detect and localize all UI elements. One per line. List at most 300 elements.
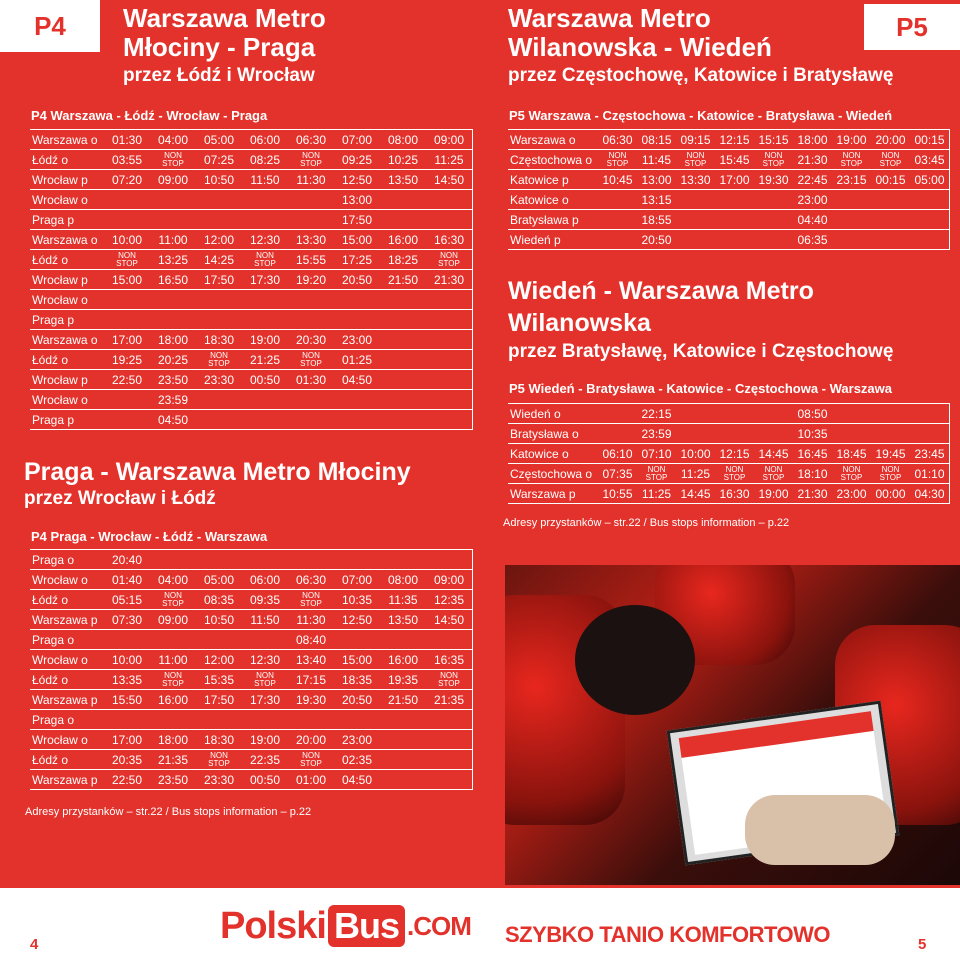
departure-time: [426, 350, 473, 370]
departure-time: 21:30: [793, 150, 832, 170]
departure-time: 16:35: [426, 650, 473, 670]
departure-time: [380, 350, 426, 370]
departure-time: 08:40: [288, 630, 334, 650]
stop-name: Wrocław o: [30, 570, 104, 590]
timetable-row: [30, 690, 473, 710]
departure-time: 17:00: [104, 730, 150, 750]
timetable-row: [508, 130, 950, 150]
departure-time: [715, 404, 754, 424]
departure-time: [754, 230, 793, 250]
departure-time: 11:00: [150, 650, 196, 670]
departure-time: 10:50: [196, 170, 242, 190]
departure-time: 11:30: [288, 170, 334, 190]
departure-time: 21:50: [380, 690, 426, 710]
departure-time: [242, 190, 288, 210]
non-stop-marker: NON STOP: [288, 590, 334, 610]
departure-time: [910, 190, 950, 210]
timetable-row: [508, 230, 950, 250]
departure-time: 11:25: [676, 464, 715, 484]
departure-time: [910, 404, 950, 424]
stop-name: Wrocław p: [30, 170, 104, 190]
departure-time: [598, 190, 637, 210]
departure-time: [380, 710, 426, 730]
departure-time: [832, 404, 871, 424]
departure-time: 13:50: [380, 170, 426, 190]
departure-time: 17:25: [334, 250, 380, 270]
departure-time: 23:30: [196, 770, 242, 790]
departure-time: 09:15: [676, 130, 715, 150]
stop-name: Praga o: [30, 710, 104, 730]
departure-time: [242, 410, 288, 430]
stop-name: Wrocław o: [30, 390, 104, 410]
departure-time: 23:30: [196, 370, 242, 390]
departure-time: [871, 424, 910, 444]
non-stop-marker: NON STOP: [150, 590, 196, 610]
departure-time: 19:00: [242, 730, 288, 750]
departure-time: 21:50: [380, 270, 426, 290]
timetable-row: [30, 250, 473, 270]
departure-time: 06:10: [598, 444, 637, 464]
departure-time: [242, 550, 288, 570]
departure-time: 12:50: [334, 610, 380, 630]
stop-name: Praga o: [30, 630, 104, 650]
p4-timetable-return: [30, 549, 473, 790]
timetable-row: [30, 770, 473, 790]
departure-time: 13:30: [288, 230, 334, 250]
departure-time: [910, 210, 950, 230]
departure-time: [334, 710, 380, 730]
departure-time: [832, 230, 871, 250]
departure-time: 16:30: [426, 230, 473, 250]
stop-name: Łódź o: [30, 250, 104, 270]
departure-time: [288, 410, 334, 430]
departure-time: 12:30: [242, 230, 288, 250]
departure-time: [104, 410, 150, 430]
departure-time: 22:35: [242, 750, 288, 770]
departure-time: [676, 404, 715, 424]
timetable-row: [30, 330, 473, 350]
stop-name: Praga o: [30, 550, 104, 570]
timetable-row: [30, 750, 473, 770]
departure-time: 10:35: [334, 590, 380, 610]
departure-time: [426, 770, 473, 790]
departure-time: 23:59: [637, 424, 676, 444]
non-stop-marker: NON STOP: [598, 150, 637, 170]
departure-time: [380, 330, 426, 350]
timetable-row: [30, 270, 473, 290]
stop-name: Wrocław o: [30, 290, 104, 310]
departure-time: 19:00: [754, 484, 793, 504]
departure-time: 20:00: [288, 730, 334, 750]
departure-time: 23:00: [793, 190, 832, 210]
departure-time: 00:50: [242, 370, 288, 390]
departure-time: [196, 550, 242, 570]
departure-time: [150, 550, 196, 570]
departure-time: 19:00: [832, 130, 871, 150]
departure-time: [196, 390, 242, 410]
departure-time: 08:35: [196, 590, 242, 610]
timetable-row: [30, 650, 473, 670]
timetable-row: [508, 424, 950, 444]
departure-time: [380, 210, 426, 230]
departure-time: [104, 310, 150, 330]
departure-time: [715, 424, 754, 444]
departure-time: 18:10: [793, 464, 832, 484]
departure-time: [380, 310, 426, 330]
departure-time: 21:35: [150, 750, 196, 770]
departure-time: 11:25: [637, 484, 676, 504]
stop-name: Łódź o: [30, 590, 104, 610]
timetable-row: [30, 130, 473, 150]
departure-time: 09:25: [334, 150, 380, 170]
departure-time: 14:25: [196, 250, 242, 270]
departure-time: 01:00: [288, 770, 334, 790]
departure-time: [288, 310, 334, 330]
departure-time: 07:30: [104, 610, 150, 630]
departure-time: 10:55: [598, 484, 637, 504]
non-stop-marker: NON STOP: [754, 150, 793, 170]
departure-time: [104, 290, 150, 310]
departure-time: 00:50: [242, 770, 288, 790]
timetable-row: [30, 570, 473, 590]
departure-time: 14:50: [426, 170, 473, 190]
departure-time: 13:40: [288, 650, 334, 670]
departure-time: [832, 424, 871, 444]
departure-time: 07:00: [334, 130, 380, 150]
departure-time: 08:50: [793, 404, 832, 424]
departure-time: [380, 410, 426, 430]
departure-time: [598, 230, 637, 250]
stop-name: Wrocław o: [30, 730, 104, 750]
timetable-row: [30, 730, 473, 750]
departure-time: 22:50: [104, 770, 150, 790]
departure-time: [242, 710, 288, 730]
departure-time: [426, 550, 473, 570]
departure-time: 17:30: [242, 690, 288, 710]
departure-time: 19:35: [380, 670, 426, 690]
departure-time: 15:15: [754, 130, 793, 150]
departure-time: 04:00: [150, 570, 196, 590]
stop-name: Warszawa o: [508, 130, 598, 150]
departure-time: 23:50: [150, 370, 196, 390]
departure-time: 02:35: [334, 750, 380, 770]
non-stop-marker: NON STOP: [104, 250, 150, 270]
departure-time: 07:00: [334, 570, 380, 590]
departure-time: 17:50: [334, 210, 380, 230]
departure-time: 19:30: [288, 690, 334, 710]
departure-time: 13:25: [150, 250, 196, 270]
departure-time: 20:35: [104, 750, 150, 770]
p5-return-title-line2: Wilanowska: [508, 309, 651, 337]
non-stop-marker: NON STOP: [715, 464, 754, 484]
non-stop-marker: NON STOP: [637, 464, 676, 484]
departure-time: 18:00: [793, 130, 832, 150]
non-stop-marker: NON STOP: [288, 150, 334, 170]
non-stop-marker: NON STOP: [426, 250, 473, 270]
stop-name: Warszawa p: [30, 690, 104, 710]
departure-time: 23:59: [150, 390, 196, 410]
departure-time: [715, 210, 754, 230]
stop-name: Wrocław p: [30, 270, 104, 290]
slogan: SZYBKO TANIO KOMFORTOWO: [505, 922, 830, 947]
departure-time: [104, 390, 150, 410]
departure-time: [150, 630, 196, 650]
departure-time: 21:25: [242, 350, 288, 370]
departure-time: 20:50: [334, 690, 380, 710]
stop-name: Katowice o: [508, 444, 598, 464]
departure-time: [380, 290, 426, 310]
departure-time: 23:00: [334, 730, 380, 750]
departure-time: 20:40: [104, 550, 150, 570]
departure-time: [334, 550, 380, 570]
stop-name: Bratysława o: [508, 424, 598, 444]
departure-time: 09:00: [426, 130, 473, 150]
departure-time: 15:00: [334, 230, 380, 250]
timetable-row: [30, 710, 473, 730]
departure-time: 06:30: [598, 130, 637, 150]
p4-title-line1: Warszawa Metro: [123, 3, 326, 33]
departure-time: 10:00: [104, 650, 150, 670]
departure-time: 17:50: [196, 270, 242, 290]
departure-time: 00:00: [871, 484, 910, 504]
departure-time: [910, 424, 950, 444]
departure-time: 08:15: [637, 130, 676, 150]
departure-time: 04:50: [334, 770, 380, 790]
departure-time: 10:00: [104, 230, 150, 250]
departure-time: [196, 210, 242, 230]
stop-name: Warszawa o: [30, 230, 104, 250]
departure-time: [426, 410, 473, 430]
bus-passenger-photo: [505, 565, 960, 885]
departure-time: [426, 370, 473, 390]
p5-title-line1: Warszawa Metro: [508, 3, 711, 33]
departure-time: 01:30: [104, 130, 150, 150]
departure-time: 12:35: [426, 590, 473, 610]
stop-name: Praga p: [30, 410, 104, 430]
timetable-row: [30, 590, 473, 610]
stop-name: Wiedeń p: [508, 230, 598, 250]
departure-time: [150, 190, 196, 210]
departure-time: 00:15: [871, 170, 910, 190]
departure-time: [676, 210, 715, 230]
stop-name: Wrocław p: [30, 370, 104, 390]
stop-name: Łódź o: [30, 670, 104, 690]
departure-time: 07:20: [104, 170, 150, 190]
p5-route-label: P5 Warszawa - Częstochowa - Katowice - Bratysława - Wiedeń: [509, 108, 893, 123]
departure-time: [871, 210, 910, 230]
departure-time: 19:45: [871, 444, 910, 464]
departure-time: 08:00: [380, 130, 426, 150]
stop-name: Bratysława p: [508, 210, 598, 230]
departure-time: 10:45: [598, 170, 637, 190]
departure-time: 08:00: [380, 570, 426, 590]
departure-time: 23:45: [910, 444, 950, 464]
timetable-row: [508, 190, 950, 210]
departure-time: [754, 424, 793, 444]
departure-time: 04:40: [793, 210, 832, 230]
stop-name: Warszawa o: [30, 330, 104, 350]
timetable-row: [30, 310, 473, 330]
departure-time: [598, 424, 637, 444]
timetable-row: [508, 464, 950, 484]
non-stop-marker: NON STOP: [871, 464, 910, 484]
departure-time: [871, 404, 910, 424]
departure-time: 07:25: [196, 150, 242, 170]
p5-timetable-return: [508, 403, 950, 504]
departure-time: [598, 404, 637, 424]
p5-subtitle: przez Częstochowę, Katowice i Bratysławę: [508, 65, 894, 86]
timetable-row: [30, 390, 473, 410]
departure-time: 15:35: [196, 670, 242, 690]
departure-time: 01:30: [288, 370, 334, 390]
departure-time: 18:00: [150, 330, 196, 350]
departure-time: [150, 310, 196, 330]
stop-name: Łódź o: [30, 150, 104, 170]
departure-time: 05:00: [196, 130, 242, 150]
non-stop-marker: NON STOP: [832, 150, 871, 170]
departure-time: 18:35: [334, 670, 380, 690]
departure-time: [426, 210, 473, 230]
page-number-right: 5: [918, 936, 927, 953]
departure-time: [150, 710, 196, 730]
non-stop-marker: NON STOP: [832, 464, 871, 484]
departure-time: 15:45: [715, 150, 754, 170]
departure-time: [334, 310, 380, 330]
p5-return-subtitle: przez Bratysławę, Katowice i Częstochowę: [508, 341, 894, 362]
departure-time: [104, 210, 150, 230]
departure-time: 11:00: [150, 230, 196, 250]
timetable-row: [30, 290, 473, 310]
departure-time: [288, 290, 334, 310]
departure-time: 22:15: [637, 404, 676, 424]
non-stop-marker: NON STOP: [676, 150, 715, 170]
stop-name: Wiedeń o: [508, 404, 598, 424]
timetable-row: [30, 230, 473, 250]
departure-time: 15:00: [334, 650, 380, 670]
departure-time: 12:50: [334, 170, 380, 190]
departure-time: 19:30: [754, 170, 793, 190]
departure-time: 01:40: [104, 570, 150, 590]
timetable-row: [508, 210, 950, 230]
departure-time: [426, 710, 473, 730]
departure-time: 13:15: [637, 190, 676, 210]
departure-time: [196, 190, 242, 210]
departure-time: 15:50: [104, 690, 150, 710]
p4-return-route-label: P4 Praga - Wrocław - Łódź - Warszawa: [31, 529, 268, 544]
departure-time: 13:50: [380, 610, 426, 630]
timetable-row: [508, 150, 950, 170]
p5-title-line2: Wilanowska - Wiedeń: [508, 32, 772, 62]
timetable-row: [30, 210, 473, 230]
departure-time: [426, 390, 473, 410]
stop-name: Praga p: [30, 310, 104, 330]
departure-time: 12:30: [242, 650, 288, 670]
non-stop-marker: NON STOP: [196, 750, 242, 770]
departure-time: [754, 210, 793, 230]
departure-time: [380, 630, 426, 650]
non-stop-marker: NON STOP: [426, 670, 473, 690]
departure-time: 16:00: [380, 650, 426, 670]
departure-time: 17:00: [104, 330, 150, 350]
departure-time: [242, 210, 288, 230]
departure-time: [334, 390, 380, 410]
departure-time: [242, 290, 288, 310]
departure-time: 19:00: [242, 330, 288, 350]
departure-time: [288, 550, 334, 570]
p4-return-subtitle: przez Wrocław i Łódź: [24, 488, 216, 509]
p4-timetable-outbound: [30, 129, 473, 430]
departure-time: 16:00: [150, 690, 196, 710]
stop-name: Warszawa o: [30, 130, 104, 150]
departure-time: 20:50: [637, 230, 676, 250]
departure-time: 01:10: [910, 464, 950, 484]
departure-time: [288, 390, 334, 410]
p4-title-line2: Młociny - Praga: [123, 32, 316, 62]
departure-time: 18:45: [832, 444, 871, 464]
departure-time: 23:15: [832, 170, 871, 190]
departure-time: 08:25: [242, 150, 288, 170]
departure-time: 13:00: [334, 190, 380, 210]
departure-time: [871, 190, 910, 210]
departure-time: 11:35: [380, 590, 426, 610]
departure-time: 12:15: [715, 130, 754, 150]
route-badge-p5: P5: [864, 4, 960, 50]
departure-time: 13:30: [676, 170, 715, 190]
route-badge-p4: P4: [0, 0, 100, 52]
timetable-row: [30, 170, 473, 190]
departure-time: 17:15: [288, 670, 334, 690]
departure-time: 05:00: [910, 170, 950, 190]
departure-time: 12:00: [196, 650, 242, 670]
non-stop-marker: NON STOP: [871, 150, 910, 170]
departure-time: 18:30: [196, 730, 242, 750]
timetable-row: [30, 610, 473, 630]
p4-return-title: Praga - Warszawa Metro Młociny: [24, 458, 411, 486]
stop-name: Łódź o: [30, 350, 104, 370]
departure-time: [288, 210, 334, 230]
departure-time: [380, 750, 426, 770]
departure-time: 21:30: [793, 484, 832, 504]
departure-time: 17:00: [715, 170, 754, 190]
departure-time: [380, 190, 426, 210]
departure-time: [104, 710, 150, 730]
departure-time: 14:45: [676, 484, 715, 504]
departure-time: 12:00: [196, 230, 242, 250]
non-stop-marker: NON STOP: [196, 350, 242, 370]
departure-time: [426, 630, 473, 650]
departure-time: 10:35: [793, 424, 832, 444]
departure-time: [676, 424, 715, 444]
departure-time: 20:30: [288, 330, 334, 350]
departure-time: [196, 710, 242, 730]
departure-time: [196, 290, 242, 310]
departure-time: 07:35: [598, 464, 637, 484]
timetable-row: [30, 550, 473, 570]
departure-time: 14:45: [754, 444, 793, 464]
departure-time: 16:50: [150, 270, 196, 290]
departure-time: [104, 630, 150, 650]
departure-time: [426, 310, 473, 330]
departure-time: 09:00: [426, 570, 473, 590]
departure-time: 18:30: [196, 330, 242, 350]
departure-time: [871, 230, 910, 250]
departure-time: 19:25: [104, 350, 150, 370]
departure-time: [196, 310, 242, 330]
departure-time: [676, 230, 715, 250]
stop-name: Wrocław o: [30, 650, 104, 670]
departure-time: 17:30: [242, 270, 288, 290]
timetable-row: [30, 190, 473, 210]
